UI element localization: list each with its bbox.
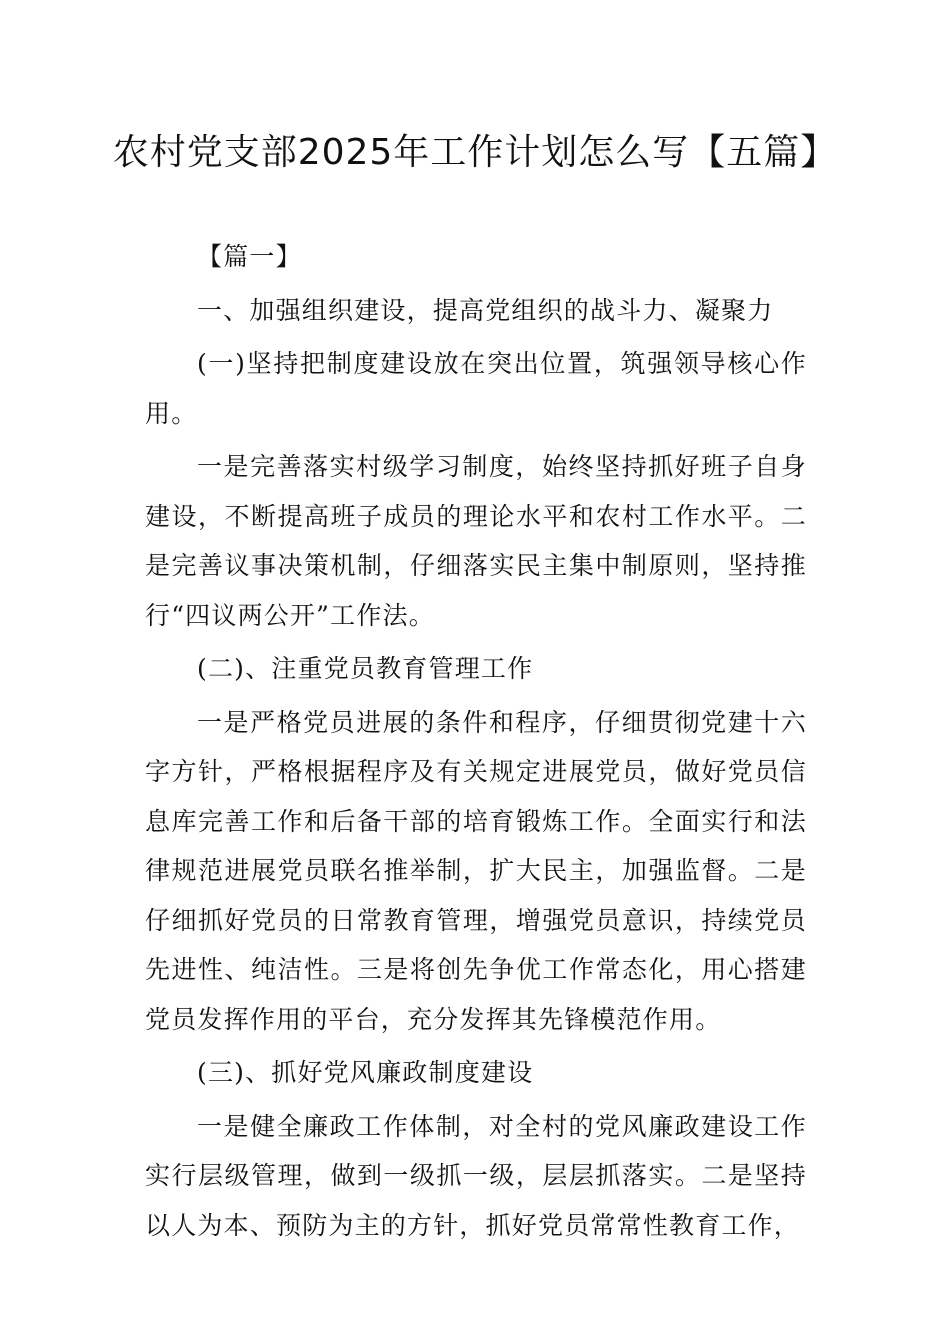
- paragraph: 一是健全廉政工作体制，对全村的党风廉政建设工作实行层级管理，做到一级抓一级，层层抓落实。二是坚持以人为本、预防为主的方针，抓好党员常常性教育工作，: [145, 1111, 807, 1240]
- subheading-1: (一)坚持把制度建设放在突出位置，筑强领导核心作用。: [145, 349, 807, 428]
- paragraph: 一是完善落实村级学习制度，始终坚持抓好班子自身建设，不断提高班子成员的理论水平和农村工作水平。二是完善议事决策机制，仔细落实民主集中制原则，坚持推行“四议两公开”工作法。: [145, 452, 807, 630]
- document-body: [145, 232, 807, 1254]
- document-title: 农村党支部2025年工作计划怎么写【五篇】: [112, 132, 838, 173]
- subheading-3: (三)、抓好党风廉政制度建设: [197, 1058, 534, 1087]
- section-label: 【篇一】: [197, 242, 302, 271]
- subheading-2: (二)、注重党员教育管理工作: [197, 654, 534, 683]
- paragraph: 一是严格党员进展的条件和程序，仔细贯彻党建十六字方针，严格根据程序及有关规定进展党员，做好党员信息库完善工作和后备干部的培育锻炼工作。全面实行和法律规范进展党员联名推举制，扩大民主，加强监督。二是仔细抓好党员的日常教育管理，增强党员意识，持续党员先进性、纯洁性。三是将创先争优工作常态化，用心搭建党员发挥作用的平台，充分发挥其先锋模范作用。: [145, 707, 807, 1034]
- heading-1: 一、加强组织建设，提高党组织的战斗力、凝聚力: [197, 295, 774, 325]
